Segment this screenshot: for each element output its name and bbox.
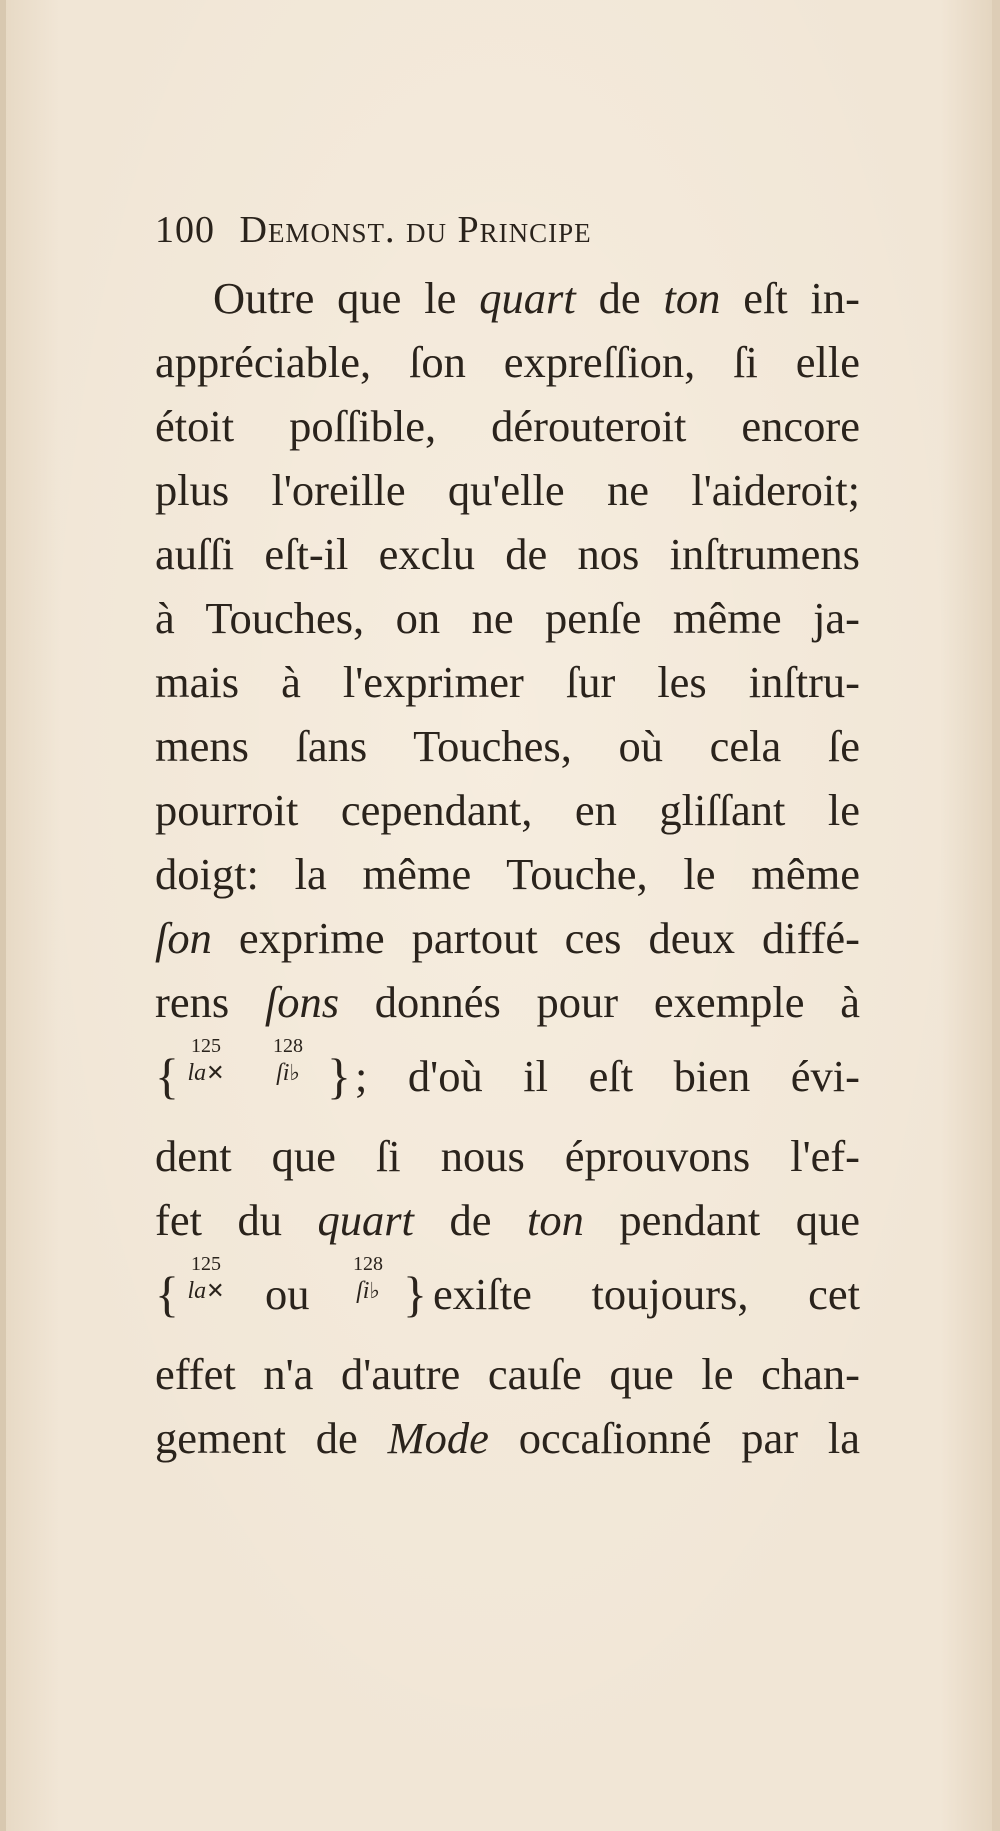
text-line-7: mais à l'exprimer ſur les inſtru- bbox=[155, 657, 860, 707]
text-line-13-notes bbox=[155, 1034, 860, 1120]
brace-close: } bbox=[327, 1048, 351, 1104]
text-line-18 bbox=[155, 1406, 860, 1470]
text-line-17: effet n'a d'autre cauſe que le chan- bbox=[155, 1349, 860, 1399]
running-header bbox=[155, 208, 855, 252]
note-la-ratio-2: 125 bbox=[191, 1253, 221, 1275]
line11-b: exprime partout ces deux diffé- bbox=[211, 913, 860, 963]
line12-italic-sons: ſons bbox=[264, 977, 340, 1027]
note-si-ratio: 128 bbox=[273, 1035, 303, 1057]
flat-icon-2: ♭ bbox=[369, 1278, 380, 1303]
header-title-part3: Principe bbox=[457, 209, 592, 251]
page-edge-right bbox=[992, 0, 1000, 1831]
line15-italic-ton: ton bbox=[526, 1195, 584, 1245]
line15-e: pendant que bbox=[583, 1195, 860, 1245]
note-si-ratio-2: 128 bbox=[353, 1253, 383, 1275]
note-la-label: la bbox=[187, 1060, 207, 1086]
header-title-part2: du bbox=[405, 209, 447, 251]
text-line-11 bbox=[155, 906, 860, 970]
text-line-3: étoit poſſible, dérouteroit encore bbox=[155, 401, 860, 451]
line11-italic-son: ſon bbox=[155, 913, 212, 963]
line1-c: de bbox=[575, 273, 664, 323]
line15-a: fet du bbox=[155, 1195, 318, 1245]
line15-italic-quart: quart bbox=[317, 1195, 414, 1245]
text-line-12 bbox=[155, 970, 860, 1034]
note-la-name-2 bbox=[183, 1276, 229, 1306]
note-si-flat-2 bbox=[345, 1252, 391, 1306]
line12-a: rens bbox=[155, 977, 265, 1027]
line18-a: gement de bbox=[155, 1413, 388, 1463]
line12-c: donnés pour exemple à bbox=[339, 977, 861, 1027]
text-line-15 bbox=[155, 1188, 860, 1252]
line13-text: ; d'où il eſt bien évi- bbox=[355, 1051, 860, 1101]
text-line-1 bbox=[155, 266, 860, 330]
line1-e: eſt in- bbox=[720, 273, 860, 323]
note-si-label: ſi bbox=[276, 1060, 290, 1086]
text-line-5: auſſi eſt-il exclu de nos inſtrumens bbox=[155, 529, 860, 579]
text-line-8: mens ſans Touches, où cela ſe bbox=[155, 721, 860, 771]
double-sharp-icon-2: ✕ bbox=[206, 1278, 225, 1303]
note-la-sharp-2 bbox=[183, 1252, 229, 1306]
note-la-sharp bbox=[183, 1034, 229, 1088]
note-la-name bbox=[183, 1058, 229, 1088]
double-sharp-icon: ✕ bbox=[206, 1060, 225, 1085]
line16-text: exiſte toujours, cet bbox=[433, 1269, 860, 1319]
page-number: 100 bbox=[155, 209, 215, 251]
line1-italic-ton: ton bbox=[663, 273, 721, 323]
text-line-16-notes bbox=[155, 1252, 860, 1338]
brace-open-2: { bbox=[155, 1266, 179, 1322]
text-line-10: doigt: la même Touche, le même bbox=[155, 849, 860, 899]
page-edge-left bbox=[0, 0, 6, 1831]
note-si-name bbox=[265, 1058, 311, 1088]
note-la-label-2: la bbox=[187, 1278, 207, 1304]
brace-close-2: } bbox=[403, 1266, 427, 1322]
note-si-label-2: ſi bbox=[356, 1278, 370, 1304]
line18-c: occaſionné par la bbox=[488, 1413, 860, 1463]
text-line-9: pourroit cependant, en gliſſant le bbox=[155, 785, 860, 835]
text-line-2: appréciable, ſon expreſſion, ſi elle bbox=[155, 337, 860, 387]
text-line-6: à Touches, on ne penſe même ja- bbox=[155, 593, 860, 643]
text-line-14: dent que ſi nous éprouvons l'ef- bbox=[155, 1131, 860, 1181]
line18-italic-mode: Mode bbox=[387, 1413, 489, 1463]
note-si-name-2 bbox=[345, 1276, 391, 1306]
note-la-ratio: 125 bbox=[191, 1035, 221, 1057]
line16-ou: ou bbox=[265, 1269, 310, 1319]
flat-icon: ♭ bbox=[289, 1060, 300, 1085]
line1-a: Outre que le bbox=[213, 273, 480, 323]
text-line-4: plus l'oreille qu'elle ne l'aideroit; bbox=[155, 465, 860, 515]
header-title-part1: Demonst. bbox=[239, 209, 396, 251]
line1-italic-quart: quart bbox=[479, 273, 576, 323]
note-si-flat bbox=[265, 1034, 311, 1088]
line15-c: de bbox=[413, 1195, 527, 1245]
brace-open: { bbox=[155, 1048, 179, 1104]
